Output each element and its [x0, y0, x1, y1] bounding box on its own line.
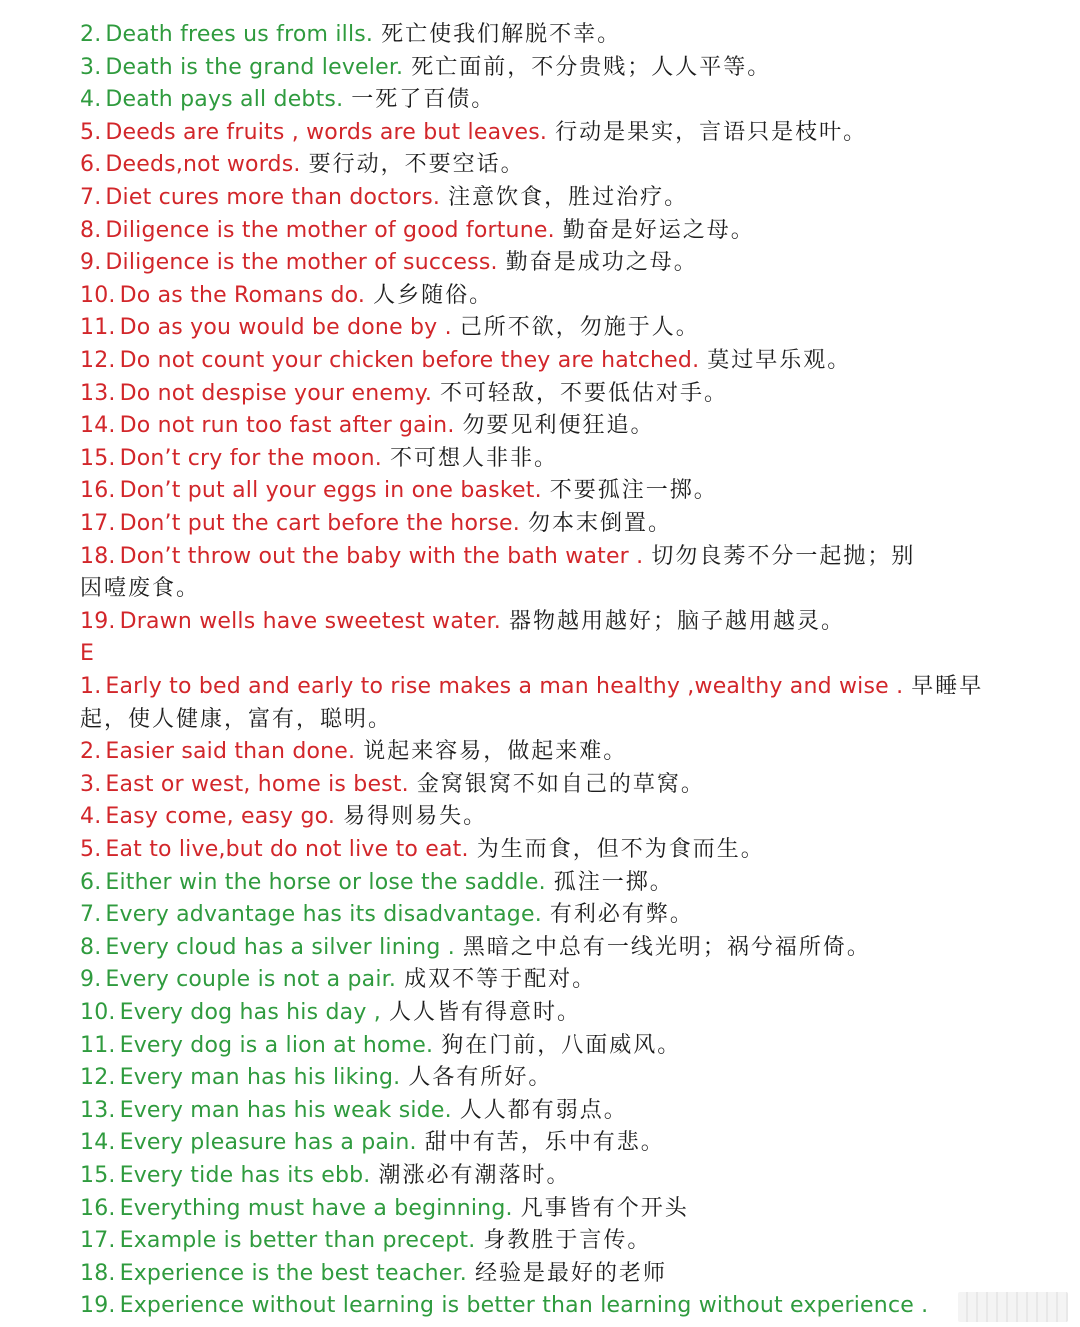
proverb-chinese: 人各有所好。	[408, 1065, 553, 1090]
proverb-line	[80, 606, 1010, 638]
proverb-line	[80, 84, 1010, 116]
proverb-chinese: 行动是果实，言语只是枝叶。	[555, 120, 868, 145]
proverb-line	[80, 1095, 1010, 1127]
proverb-line	[80, 834, 1010, 866]
proverb-number: 2.	[80, 22, 102, 47]
proverb-line	[80, 247, 1010, 279]
proverb-chinese: 甜中有苦，乐中有悲。	[424, 1130, 665, 1155]
proverb-english: Either win the horse or lose the saddle.	[105, 870, 546, 895]
proverb-number: 17.	[80, 1228, 116, 1253]
proverb-number: 7.	[80, 902, 102, 927]
proverb-line	[80, 1062, 1010, 1094]
proverb-line	[80, 345, 1010, 377]
proverb-number: 7.	[80, 185, 102, 210]
proverb-chinese: 身教胜于言传。	[483, 1228, 652, 1253]
proverb-line	[80, 769, 1010, 801]
proverb-english: Experience is the best teacher.	[119, 1261, 467, 1286]
proverb-number: 9.	[80, 250, 102, 275]
proverb-number: 16.	[80, 1196, 116, 1221]
proverb-line	[80, 964, 1010, 996]
proverb-english: Deeds are fruits , words are but leaves.	[105, 120, 548, 145]
proverb-chinese: 死亡使我们解脱不幸。	[381, 22, 622, 47]
proverb-chinese: 切勿良莠不分一起抛；别	[651, 544, 916, 569]
proverb-chinese: 孤注一掷。	[553, 870, 674, 895]
proverb-english: Every man has his liking.	[119, 1065, 401, 1090]
proverb-line	[80, 801, 1010, 833]
proverb-line	[80, 704, 1010, 736]
proverb-number: 10.	[80, 283, 116, 308]
proverb-line	[80, 475, 1010, 507]
proverb-english: Every man has his weak side.	[119, 1098, 452, 1123]
proverb-line	[80, 1193, 1010, 1225]
proverb-number: 19.	[80, 609, 116, 634]
proverb-number: 11.	[80, 315, 116, 340]
proverb-chinese: 器物越用越好；脑子越用越灵。	[509, 609, 846, 634]
proverb-english: Drawn wells have sweetest water.	[119, 609, 501, 634]
proverb-chinese: 黑暗之中总有一线光明；祸兮福所倚。	[462, 935, 871, 960]
proverb-number: 4.	[80, 87, 102, 112]
proverb-line	[80, 1290, 1010, 1322]
proverb-number: 13.	[80, 381, 116, 406]
proverb-english: East or west, home is best.	[105, 772, 409, 797]
proverb-number: 14.	[80, 413, 116, 438]
proverb-number: 18.	[80, 544, 116, 569]
proverb-english: Everything must have a beginning.	[119, 1196, 513, 1221]
proverb-number: 3.	[80, 772, 102, 797]
proverb-number: 12.	[80, 348, 116, 373]
proverb-chinese: 己所不欲，勿施于人。	[459, 315, 700, 340]
proverb-line	[80, 932, 1010, 964]
proverb-english: Do as the Romans do.	[119, 283, 366, 308]
proverb-english: Deeds,not words.	[105, 152, 301, 177]
proverb-line	[80, 280, 1010, 312]
proverb-line	[80, 410, 1010, 442]
proverb-chinese: 金窝银窝不如自己的草窝。	[416, 772, 705, 797]
proverb-number: 16.	[80, 478, 116, 503]
proverb-line	[80, 1225, 1010, 1257]
proverb-line	[80, 378, 1010, 410]
proverb-english: Death is the grand leveler.	[105, 55, 404, 80]
proverb-english: Don’t put the cart before the horse.	[119, 511, 520, 536]
proverb-english: Do not run too fast after gain.	[119, 413, 455, 438]
proverb-english: Every couple is not a pair.	[105, 967, 397, 992]
proverb-number: 8.	[80, 935, 102, 960]
proverb-english: Death frees us from ills.	[105, 22, 374, 47]
proverb-number: 13.	[80, 1098, 116, 1123]
proverb-chinese: 莫过早乐观。	[707, 348, 852, 373]
proverb-number: 1.	[80, 674, 102, 699]
proverb-chinese: 潮涨必有潮落时。	[378, 1163, 571, 1188]
watermark	[958, 1292, 1068, 1322]
proverb-line	[80, 149, 1010, 181]
proverb-english: Every advantage has its disadvantage.	[105, 902, 542, 927]
proverb-english: Every tide has its ebb.	[119, 1163, 371, 1188]
proverb-english: Every dog is a lion at home.	[119, 1033, 434, 1058]
proverb-line	[80, 573, 1010, 605]
proverb-chinese: 人人都有弱点。	[459, 1098, 628, 1123]
proverb-chinese: 勿要见利便狂追。	[462, 413, 655, 438]
proverb-english: Example is better than precept.	[119, 1228, 476, 1253]
proverb-english: Early to bed and early to rise makes a man healthy ,wealthy and wise .	[105, 674, 904, 699]
proverb-number: 12.	[80, 1065, 116, 1090]
proverb-line	[80, 19, 1010, 51]
proverb-chinese: 说起来容易，做起来难。	[363, 739, 628, 764]
proverb-english: Don’t throw out the baby with the bath water .	[119, 544, 644, 569]
proverb-chinese: 人人皆有得意时。	[388, 1000, 581, 1025]
proverb-number: 5.	[80, 120, 102, 145]
proverb-english: Diligence is the mother of good fortune.	[105, 218, 555, 243]
proverb-number: 2.	[80, 739, 102, 764]
proverb-english: Experience without learning is better than learning without experience .	[119, 1293, 929, 1318]
section-heading: E	[80, 641, 94, 666]
proverb-chinese: 因噎废食。	[80, 576, 201, 601]
proverb-english: Don’t cry for the moon.	[119, 446, 382, 471]
proverb-english: Easy come, easy go.	[105, 804, 336, 829]
proverb-line	[80, 117, 1010, 149]
proverb-line	[80, 867, 1010, 899]
proverb-chinese: 不要孤注一掷。	[549, 478, 718, 503]
proverb-line	[80, 541, 1010, 573]
proverb-chinese: 不可轻敌，不要低估对手。	[440, 381, 729, 406]
proverb-number: 4.	[80, 804, 102, 829]
proverb-line	[80, 1160, 1010, 1192]
proverb-chinese: 勤奋是成功之母。	[505, 250, 698, 275]
proverb-english: Eat to live,but do not live to eat.	[105, 837, 469, 862]
proverb-chinese: 有利必有弊。	[549, 902, 694, 927]
proverb-chinese: 成双不等于配对。	[404, 967, 597, 992]
proverb-chinese: 一死了百债。	[351, 87, 496, 112]
proverb-number: 17.	[80, 511, 116, 536]
proverb-chinese: 勤奋是好运之母。	[562, 218, 755, 243]
proverb-chinese: 起，使人健康，富有，聪明。	[80, 707, 393, 732]
proverb-english: Don’t put all your eggs in one basket.	[119, 478, 542, 503]
proverb-number: 15.	[80, 1163, 116, 1188]
proverb-chinese: 死亡面前，不分贵贱；人人平等。	[411, 55, 772, 80]
proverb-chinese: 为生而食，但不为食而生。	[476, 837, 765, 862]
proverb-chinese: 注意饮食，胜过治疗。	[448, 185, 689, 210]
proverb-english: Every pleasure has a pain.	[119, 1130, 417, 1155]
proverb-chinese: 勿本末倒置。	[527, 511, 672, 536]
proverb-english: Diet cures more than doctors.	[105, 185, 441, 210]
proverb-number: 18.	[80, 1261, 116, 1286]
proverb-line	[80, 899, 1010, 931]
proverb-line	[80, 508, 1010, 540]
proverb-chinese: 早睡早	[911, 674, 984, 699]
proverb-chinese: 人乡随俗。	[373, 283, 494, 308]
proverb-number: 10.	[80, 1000, 116, 1025]
proverb-number: 5.	[80, 837, 102, 862]
proverb-english: Do not despise your enemy.	[119, 381, 433, 406]
proverb-line	[80, 1258, 1010, 1290]
proverb-english: Do not count your chicken before they are hatched.	[119, 348, 700, 373]
proverb-line	[80, 215, 1010, 247]
proverb-chinese: 易得则易失。	[343, 804, 488, 829]
proverb-chinese: 狗在门前，八面威风。	[441, 1033, 682, 1058]
proverb-line	[80, 997, 1010, 1029]
proverb-number: 6.	[80, 870, 102, 895]
proverb-chinese: 经验是最好的老师	[474, 1261, 667, 1286]
proverb-chinese: 凡事皆有个开头	[520, 1196, 689, 1221]
proverb-number: 19.	[80, 1293, 116, 1318]
proverb-number: 8.	[80, 218, 102, 243]
proverb-line	[80, 736, 1010, 768]
proverb-chinese: 要行动，不要空话。	[308, 152, 525, 177]
proverb-line	[80, 312, 1010, 344]
proverb-number: 14.	[80, 1130, 116, 1155]
proverb-number: 15.	[80, 446, 116, 471]
proverb-english: Every cloud has a silver lining .	[105, 935, 455, 960]
proverb-number: 9.	[80, 967, 102, 992]
proverb-line	[80, 671, 1010, 703]
proverb-chinese: 不可想人非非。	[389, 446, 558, 471]
proverb-line	[80, 182, 1010, 214]
proverb-line	[80, 1127, 1010, 1159]
proverb-number: 11.	[80, 1033, 116, 1058]
proverb-english: Easier said than done.	[105, 739, 356, 764]
proverb-line	[80, 1030, 1010, 1062]
proverb-english: Diligence is the mother of success.	[105, 250, 498, 275]
proverb-english: Every dog has his day ,	[119, 1000, 381, 1025]
proverb-line	[80, 52, 1010, 84]
proverb-number: 6.	[80, 152, 102, 177]
proverb-line	[80, 443, 1010, 475]
proverb-english: Do as you would be done by .	[119, 315, 452, 340]
proverb-number: 3.	[80, 55, 102, 80]
proverb-english: Death pays all debts.	[105, 87, 344, 112]
